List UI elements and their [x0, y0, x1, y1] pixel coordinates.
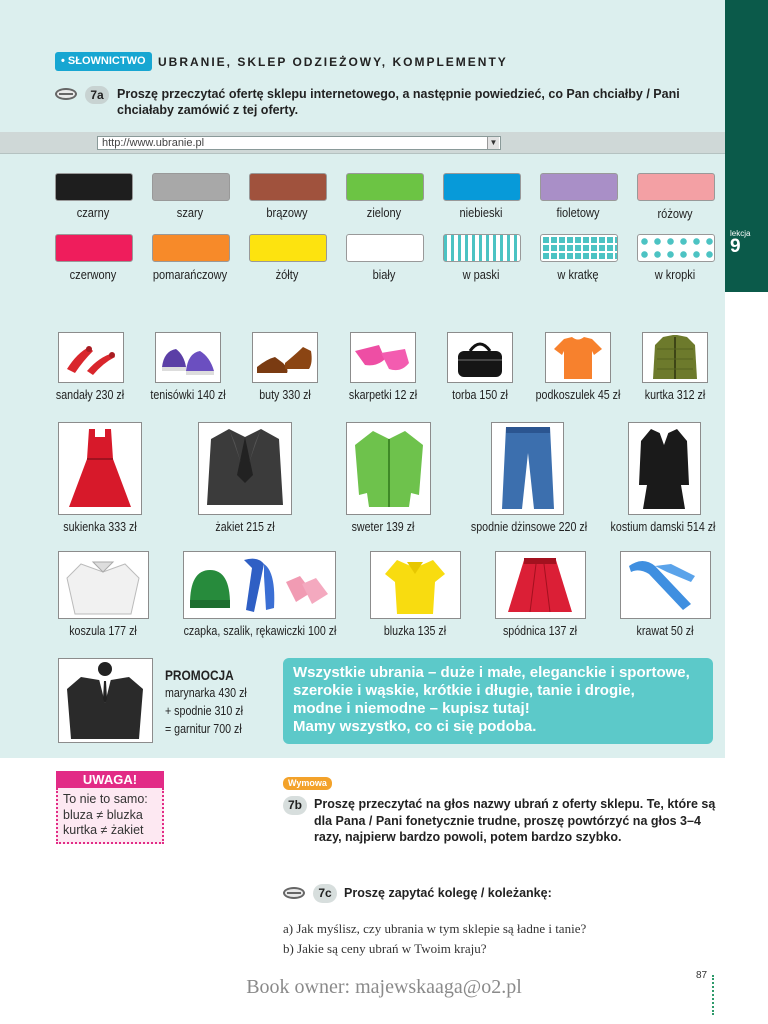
section-tag: • SŁOWNICTWO [55, 52, 152, 71]
color-label: niebieski [459, 205, 503, 220]
sweater-icon [346, 422, 431, 515]
shoes-icon [252, 332, 318, 383]
color-label: w kropki [654, 267, 696, 282]
swatch-pink [637, 173, 715, 201]
slogan-line: modne i niemodne – kupisz tutaj! [293, 700, 530, 717]
task-instruction: Proszę zapytać kolegę / koleżankę: [344, 886, 552, 900]
mens-suit-icon [58, 658, 153, 743]
item-label: skarpetki 12 zł [348, 387, 418, 402]
item-label: sukienka 333 zł [63, 519, 137, 534]
swatch-stripes [443, 234, 521, 262]
dress-icon [58, 422, 142, 515]
sneakers-icon [155, 332, 221, 383]
tie-icon [620, 551, 711, 619]
color-label: w paski [462, 267, 500, 282]
hat-scarf-gloves-icon [183, 551, 336, 619]
item-label: sandały 230 zł [55, 387, 125, 402]
task-instruction: Proszę przeczytać na głos nazwy ubrań z oferty sklepu. Te, które są dla Pana / Pani fonetycznie trudne, proszę powtórzyć na głos 3–4 razy, najpierw bardzo powoli, potem bardzo szybko. [314, 797, 716, 844]
item-label: buty 330 zł [259, 387, 311, 402]
note-title: UWAGA! [56, 771, 164, 788]
speaking-lips-icon [55, 88, 77, 100]
url-field[interactable]: http://www.ubranie.pl [97, 136, 501, 150]
swatch-brown [249, 173, 327, 201]
lesson-label: lekcja [730, 229, 751, 238]
task-badge: 7c [313, 884, 337, 903]
item-label: tenisówki 140 zł [150, 387, 226, 402]
note-line: bluza ≠ bluzka [63, 807, 143, 822]
color-label: brązowy [266, 205, 308, 220]
pronunciation-tag: Wymowa [283, 777, 332, 790]
task-badge: 7a [85, 86, 109, 104]
color-label: fioletowy [556, 205, 600, 220]
swatch-blue [443, 173, 521, 201]
tshirt-icon [545, 332, 611, 383]
question-a: a) Jak myślisz, czy ubrania w tym sklepie są ładne i tanie? [283, 921, 587, 936]
swatch-red [55, 234, 133, 262]
slogan-line: Wszystkie ubrania – duże i małe, eleganckie i sportowe, [293, 664, 690, 681]
url-dropdown-icon[interactable]: ▼ [487, 137, 499, 149]
sandals-icon [58, 332, 124, 383]
socks-icon [350, 332, 416, 383]
womens-suit-icon [628, 422, 701, 515]
color-label: szary [176, 205, 204, 220]
swatch-black [55, 173, 133, 201]
slogan-line: Mamy wszystko, co ci się podoba. [293, 718, 537, 735]
question-b: b) Jakie są ceny ubrań w Twoim kraju? [283, 941, 487, 956]
shirt-icon [58, 551, 149, 619]
item-label: bluzka 135 zł [383, 623, 447, 638]
item-label: kurtka 312 zł [644, 387, 706, 402]
promo-line: + spodnie 310 zł [165, 703, 243, 718]
bag-icon [447, 332, 513, 383]
promo-title: PROMOCJA [165, 667, 234, 683]
section-title: UBRANIE, SKLEP ODZIEŻOWY, KOMPLEMENTY [158, 55, 508, 69]
item-label: żakiet 215 zł [215, 519, 275, 534]
speaking-lips-icon [283, 887, 305, 899]
item-label: spodnie dżinsowe 220 zł [470, 519, 588, 534]
color-label: różowy [657, 206, 693, 221]
note-box [56, 788, 164, 844]
lesson-number: 9 [730, 236, 741, 257]
blouse-icon [370, 551, 461, 619]
item-label: spódnica 137 zł [502, 623, 578, 638]
color-label: zielony [366, 205, 402, 220]
task-instruction: Proszę przeczytać ofertę sklepu internetowego, a następnie powiedzieć, co Pan chciałby / Pani chciałaby zamówić z tej oferty. [117, 87, 680, 117]
item-label: podkoszulek 45 zł [535, 387, 621, 402]
skirt-icon [495, 551, 586, 619]
lesson-tab [725, 0, 768, 292]
item-label: sweter 139 zł [351, 519, 415, 534]
promo-line: = garnitur 700 zł [165, 721, 242, 736]
slogan-box [283, 658, 713, 744]
item-label: kostium damski 514 zł [610, 519, 716, 534]
swatch-violet [540, 173, 618, 201]
color-label: czerwony [69, 267, 117, 282]
jacket-icon [642, 332, 708, 383]
task-7a [55, 86, 715, 120]
note-line: kurtka ≠ żakiet [63, 823, 144, 837]
side-margin [725, 292, 768, 758]
jeans-icon [491, 422, 564, 515]
color-label: biały [372, 267, 396, 282]
item-label: koszula 177 zł [69, 623, 137, 638]
swatch-orange [152, 234, 230, 262]
item-label: torba 150 zł [452, 387, 508, 402]
page-number: 87 [696, 970, 708, 981]
note-line: To nie to samo: [63, 792, 148, 806]
item-label: krawat 50 zł [636, 623, 694, 638]
blazer-icon [198, 422, 292, 515]
swatch-checked [540, 234, 618, 262]
swatch-dots [637, 234, 715, 262]
promo-line: marynarka 430 zł [165, 685, 247, 700]
color-label: żółty [275, 267, 299, 282]
color-label: w kratkę [557, 267, 599, 282]
color-label: pomarańczowy [152, 267, 228, 282]
swatch-grey [152, 173, 230, 201]
swatch-yellow [249, 234, 327, 262]
item-label: czapka, szalik, rękawiczki 100 zł [183, 623, 337, 638]
book-owner-watermark: Book owner: majewskaaga@o2.pl [246, 976, 522, 998]
swatch-green [346, 173, 424, 201]
task-badge: 7b [283, 796, 307, 815]
slogan-line: szerokie i wąskie, krótkie i długie, tanie i drogie, [293, 682, 635, 699]
swatch-white [346, 234, 424, 262]
color-label: czarny [76, 205, 110, 220]
